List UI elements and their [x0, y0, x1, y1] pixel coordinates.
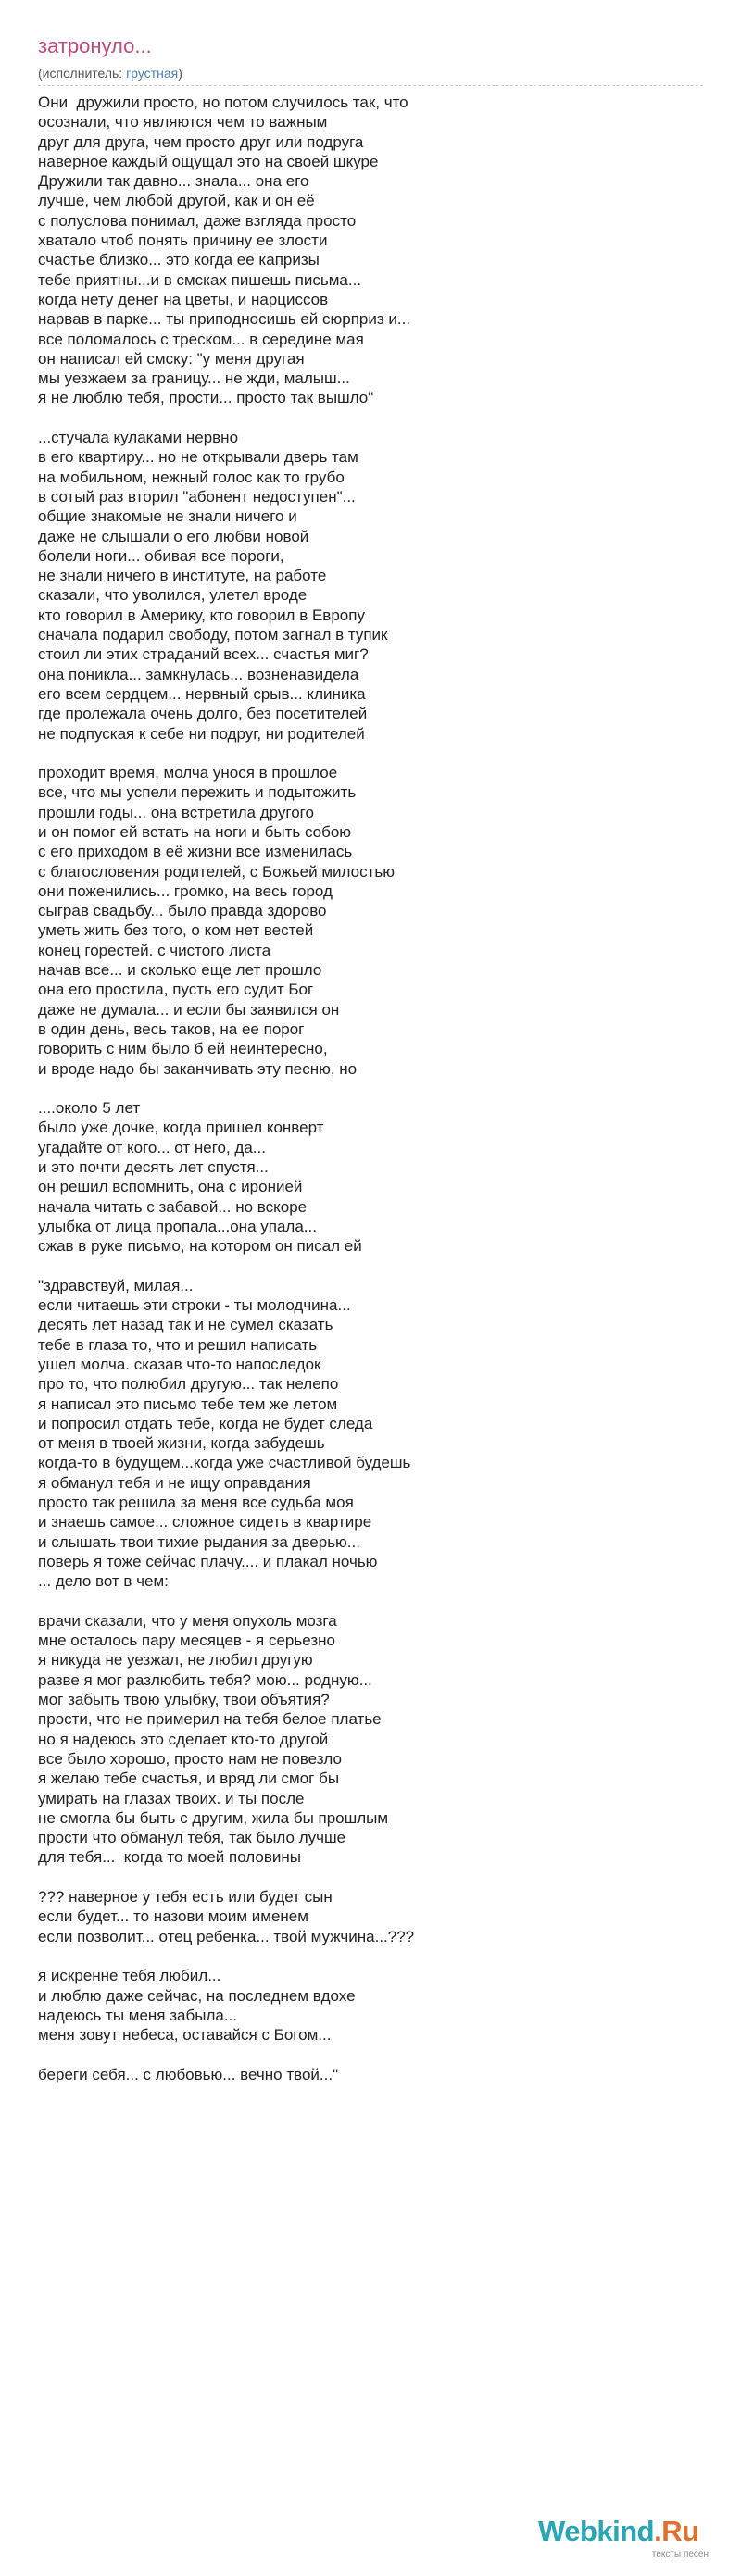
lyrics-line: не подпуская к себе ни подруг, ни родителей — [38, 724, 365, 743]
lyrics-line: не знали ничего в институте, на работе — [38, 567, 327, 585]
lyrics-line: когда нету денег на цветы, и нарциссов — [38, 290, 329, 308]
song-title: затронуло... — [38, 34, 152, 57]
lyrics-stanza — [38, 1098, 705, 1256]
lyrics-line: мог забыть твою улыбку, твои объятия? — [38, 1691, 330, 1709]
lyrics-line: ...стучала кулаками нервно — [38, 429, 239, 447]
lyrics-line: береги себя... с любовью... вечно твой..." — [38, 2065, 339, 2083]
lyrics-line: и знаешь самое... сложное сидеть в квартире — [38, 1513, 372, 1532]
lyrics-line: тебе в глаза то, что и решил написать — [38, 1335, 318, 1354]
lyrics-line: она его простила, пусть его судит Бог — [38, 981, 314, 999]
lyrics-line: в один день, весь таков, на ее порог — [38, 1019, 305, 1038]
lyrics-line: прости, что не примерил на тебя белое платье — [38, 1710, 382, 1729]
lyrics-line: от меня в твоей жизни, когда забудешь — [38, 1434, 325, 1453]
header-divider — [38, 85, 703, 86]
lyrics-line: начала читать с забавой... но вскоре — [38, 1197, 308, 1216]
lyrics-line: Дружили так давно... знала... она его — [38, 172, 309, 191]
lyrics-line: наверное каждый ощущал это на своей шкуре — [38, 152, 379, 170]
lyrics-line: меня зовут небеса, оставайся с Богом... — [38, 2026, 332, 2045]
lyrics-line: даже не думала... и если бы заявился он — [38, 1000, 340, 1019]
lyrics-line: все поломалось с треском... в середине мая — [38, 330, 364, 348]
lyrics-line: с благословения родителей, с Божьей милостью — [38, 862, 395, 881]
lyrics-line: кто говорил в Америку, кто говорил в Европу — [38, 606, 365, 624]
lyrics-stanza — [38, 1966, 705, 2045]
logo-part-kind: kind — [597, 2515, 655, 2547]
lyrics-line: было уже дочке, когда пришел конверт — [38, 1119, 324, 1137]
lyrics-line: конец горестей. с чистого листа — [38, 941, 271, 959]
lyrics-line: ....около 5 лет — [38, 1099, 141, 1118]
lyrics-line: я желаю тебе счастья, и вряд ли смог бы — [38, 1769, 340, 1788]
lyrics-line: когда-то в будущем...когда уже счастливой будешь — [38, 1454, 411, 1472]
lyrics-line: если позволит... отец ребенка... твой мужчина...??? — [38, 1927, 415, 1945]
lyrics-line: прости что обманул тебя, так было лучше — [38, 1829, 346, 1847]
logo-part-web: Web — [538, 2515, 597, 2547]
lyrics-stanza — [38, 1611, 705, 1868]
lyrics-line: все было хорошо, просто нам не повезло — [38, 1749, 342, 1768]
lyrics-line: осознали, что являются чем то важным — [38, 113, 328, 131]
lyrics-line: друг для друга, чем просто друг или подруга — [38, 132, 364, 151]
lyrics-line: ... дело вот в чем: — [38, 1572, 169, 1591]
lyrics-line: угадайте от кого... от него, да... — [38, 1138, 266, 1157]
lyrics-line: и он помог ей встать на ноги и быть собою — [38, 822, 352, 841]
lyrics-stanza — [38, 1887, 705, 1946]
lyrics-stanza — [38, 763, 705, 1079]
lyrics-line: сказали, что уволился, улетел вроде — [38, 586, 308, 605]
lyrics-line: он написал ей смску: "у меня другая — [38, 349, 305, 368]
lyrics-line: лучше, чем любой другой, как и он её — [38, 192, 315, 210]
lyrics-line: если читаешь эти строки - ты молодчина... — [38, 1296, 351, 1315]
lyrics-line: надеюсь ты меня забыла... — [38, 2006, 237, 2024]
lyrics-line: про то, что полюбил другую... так нелепо — [38, 1375, 339, 1394]
lyrics-line: мне осталось пару месяцев - я серьезно — [38, 1632, 335, 1650]
lyrics-line: и попросил отдать тебе, когда не будет следа — [38, 1414, 373, 1432]
lyrics-line: умирать на глазах твоих. и ты после — [38, 1789, 305, 1807]
lyrics-text — [38, 93, 705, 2104]
lyrics-line: улыбка от лица пропала...она упала... — [38, 1217, 317, 1235]
lyrics-line: общие знакомые не знали ничего и — [38, 507, 297, 526]
lyrics-line: врачи сказали, что у меня опухоль мозга — [38, 1611, 337, 1630]
lyrics-line: нарвав в парке... ты приподносишь ей сюрприз и... — [38, 310, 411, 329]
lyrics-line: для тебя... когда то моей половины — [38, 1848, 302, 1867]
lyrics-line: я искренне тебя любил... — [38, 1967, 221, 1985]
artist-line — [38, 65, 182, 81]
lyrics-line: просто так решила за меня все судьба моя — [38, 1494, 354, 1512]
lyrics-line: все, что мы успели пережить и подытожить — [38, 783, 357, 802]
lyrics-line: проходит время, молча унося в прошлое — [38, 764, 338, 782]
lyrics-line: где пролежала очень долго, без посетителей — [38, 705, 368, 723]
lyrics-line: поверь я тоже сейчас плачу.... и плакал ночью — [38, 1552, 378, 1570]
lyrics-line: ??? наверное у тебя есть или будет сын — [38, 1888, 333, 1907]
lyrics-line: уметь жить без того, о ком нет вестей — [38, 921, 314, 940]
lyrics-line: в его квартиру... но не открывали дверь там — [38, 448, 358, 467]
lyrics-line: болели ноги... обивая все пороги, — [38, 546, 284, 565]
site-logo[interactable] — [538, 2514, 723, 2570]
lyrics-stanza — [38, 1276, 705, 1592]
artist-suffix: ) — [178, 66, 182, 81]
lyrics-line: я обманул тебя и не ищу оправдания — [38, 1473, 311, 1492]
lyrics-line: разве я мог разлюбить тебя? мою... родную... — [38, 1670, 372, 1689]
lyrics-line: хватало чтоб понять причину ее злости — [38, 231, 328, 250]
lyrics-line: они поженились... громко, на весь город — [38, 882, 333, 900]
lyrics-line: его всем сердцем... нервный срыв... клиника — [38, 684, 366, 703]
lyrics-line: стоил ли этих страданий всех... счастья миг? — [38, 645, 369, 664]
lyrics-line: он решил вспомнить, она с иронией — [38, 1178, 303, 1196]
logo-part-ru: .Ru — [654, 2515, 699, 2547]
lyrics-line: сыграв свадьбу... было правда здорово — [38, 902, 327, 920]
lyrics-line: и вроде надо бы заканчивать эту песню, но — [38, 1059, 358, 1078]
lyrics-line: я никуда не уезжал, не любил другую — [38, 1651, 313, 1669]
lyrics-line: сначала подарил свободу, потом загнал в тупик — [38, 626, 388, 644]
lyrics-line: сжав в руке письмо, на котором он писал ей — [38, 1237, 362, 1256]
logo-tagline: тексты песен — [651, 2549, 709, 2559]
lyrics-line: счастье близко... это когда ее капризы — [38, 251, 320, 269]
artist-link[interactable]: грустная — [126, 66, 179, 81]
lyrics-line: говорить с ним было б ей неинтересно, — [38, 1040, 328, 1058]
artist-prefix: (исполнитель: — [38, 66, 127, 81]
lyrics-line: с полуслова понимал, даже взгляда просто — [38, 211, 357, 230]
lyrics-stanza — [38, 93, 705, 408]
lyrics-line: мы уезжаем за границу... не жди, малыш... — [38, 369, 350, 388]
lyrics-line: даже не слышали о его любви новой — [38, 527, 309, 545]
lyrics-line: десять лет назад так и не сумел сказать — [38, 1316, 333, 1334]
lyrics-line: и люблю даже сейчас, на последнем вдохе — [38, 1986, 356, 2005]
lyrics-stanza — [38, 428, 705, 744]
lyrics-line: с его приходом в её жизни все изменилась — [38, 843, 353, 861]
lyrics-line: но я надеюсь это сделает кто-то другой — [38, 1730, 329, 1748]
lyrics-line: не смогла бы быть с другим, жила бы прошлым — [38, 1808, 389, 1827]
lyrics-line: тебе приятны...и в смсках пишешь письма... — [38, 270, 362, 289]
lyrics-line: на мобильном, нежный голос как то грубо — [38, 468, 345, 486]
lyrics-line: я не люблю тебя, прости... просто так вышло" — [38, 389, 374, 407]
lyrics-line: и это почти десять лет спустя... — [38, 1158, 269, 1177]
lyrics-line: прошли годы... она встретила другого — [38, 803, 314, 821]
lyrics-line: я написал это письмо тебе тем же летом — [38, 1394, 338, 1413]
lyrics-line: в сотый раз вторил "абонент недоступен"... — [38, 487, 356, 506]
lyrics-line: начав все... и сколько еще лет прошло — [38, 961, 322, 980]
lyrics-line: и слышать твои тихие рыдания за дверью... — [38, 1532, 360, 1551]
lyrics-line: если будет... то назови моим именем — [38, 1907, 308, 1926]
logo-wordmark — [538, 2514, 699, 2549]
lyrics-line: Они дружили просто, но потом случилось так, что — [38, 94, 408, 111]
lyrics-line: она поникла... замкнулась... возненавидела — [38, 665, 359, 683]
lyrics-line: "здравствуй, милая... — [38, 1276, 194, 1294]
lyrics-stanza — [38, 2065, 705, 2084]
lyrics-line: ушел молча. сказав что-то напоследок — [38, 1356, 321, 1373]
